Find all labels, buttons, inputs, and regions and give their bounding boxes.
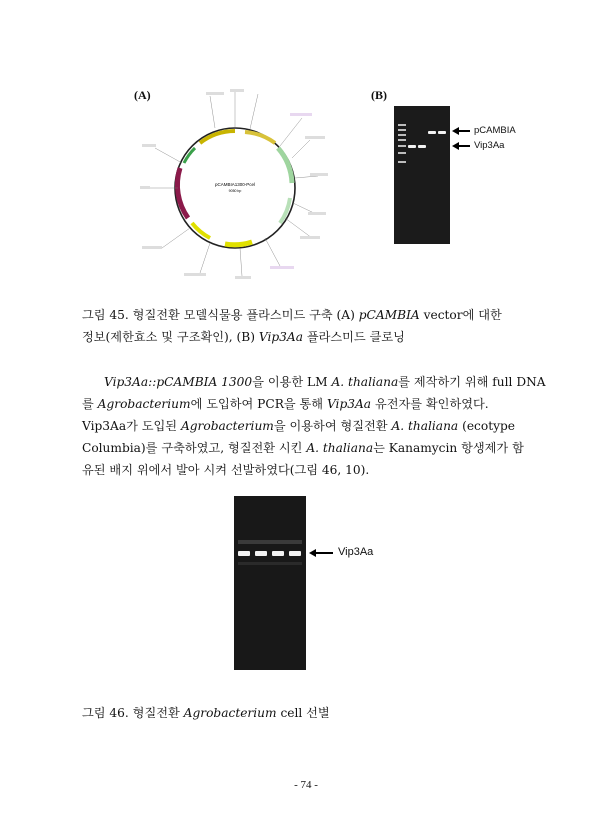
figure-45-caption: 그림 45. 형질전환 모델식물용 플라스미드 구축 (A) pCAMBIA vector에 대한 정보(제한효소 및 구조확인), (B) Vip3Aa 플라스미드 클로닝: [82, 308, 502, 344]
plasmid-map: [140, 88, 330, 283]
gel-band: [255, 551, 267, 556]
feature-arc-bottom-left: [192, 223, 210, 238]
gel-band: [408, 145, 416, 148]
feature-arc-left-upper: [184, 148, 195, 163]
feature-arc-top-left: [200, 131, 235, 143]
plasmid-gel-image: [394, 106, 450, 244]
panel-a-label: (A): [134, 88, 151, 102]
gel-band: [428, 131, 436, 134]
body-paragraph: Vip3Aa::pCAMBIA 1300을 이용한 LM A. thaliana를 제작하기 위해 full DNA 를 Agrobacterium에 도입하여 PCR을 통해 Vip3Aa 유전자를 확인하였다. Vip3Aa가 도입된 Agrobacterium을 이용하여 형질전환 A. thaliana (ecotype Columbia)를 구축하였고, 형질전환 시킨 A. thaliana는 Kanamycin 항생제가 함 유된 배지 위에서 발아 시켜 선발하였다(그림 46, 10).: [82, 375, 546, 477]
gel-label-vip3aa-pcr: Vip3Aa: [338, 546, 374, 558]
plasmid-name: pCAMBIA1300-Pcel: [214, 182, 256, 187]
feature-arc-bottom: [225, 242, 252, 245]
gel-label-vip3aa: Vip3Aa: [474, 140, 505, 151]
page-number: - 74 -: [294, 779, 318, 791]
feature-arc-right-lower: [280, 198, 290, 223]
pcr-gel-image: [234, 496, 306, 670]
gel-band: [289, 551, 301, 556]
gel-label-pcambia: pCAMBIA: [474, 125, 516, 136]
gel-band: [272, 551, 284, 556]
plasmid-backbone: [175, 128, 295, 248]
panel-b-label: (B): [371, 88, 387, 102]
gel-band: [418, 145, 426, 148]
plasmid-size: 9050 bp: [228, 189, 242, 193]
figure-46-caption: 그림 46. 형질전환 Agrobacterium cell 선별: [82, 706, 330, 720]
gel-band: [238, 551, 250, 556]
feature-arc-top-right: [245, 132, 275, 143]
gel-band: [438, 131, 446, 134]
feature-arc-right: [278, 148, 292, 183]
